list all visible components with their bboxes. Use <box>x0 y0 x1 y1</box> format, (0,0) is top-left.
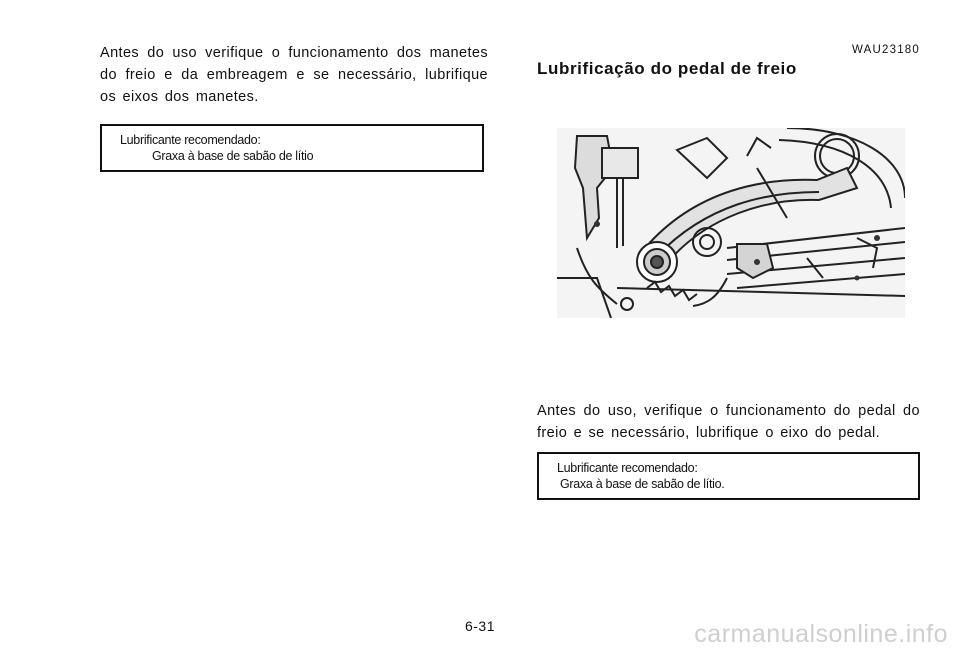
right-lubricant-label: Lubrificante recomendado: <box>557 461 698 475</box>
right-paragraph: Antes do uso, verifique o funcionamento do pedal do freio e se necessário, lubrifique o eixo do pedal. <box>537 403 920 441</box>
left-column <box>100 42 488 172</box>
brake-pedal-illustration <box>557 128 905 318</box>
right-lubricant-value: Graxa à base de sabão de lítio. <box>560 477 725 491</box>
page-number: 6-31 <box>464 618 496 634</box>
left-lubricant-box <box>100 124 484 172</box>
section-code: WAU23180 <box>852 44 920 56</box>
watermark[interactable]: carmanualsonline.info <box>694 620 948 648</box>
right-lubricant-box <box>537 452 920 500</box>
left-lubricant-label: Lubrificante recomendado: <box>120 133 261 147</box>
left-lubricant-value: Graxa à base de sabão de lítio <box>152 149 314 163</box>
section-heading: Lubrificação do pedal de freio <box>537 59 797 78</box>
left-paragraph: Antes do uso verifique o funcionamento dos manetes do freio e da embreagem e se necessário, lubrifique os eixos dos manetes. <box>100 45 488 105</box>
